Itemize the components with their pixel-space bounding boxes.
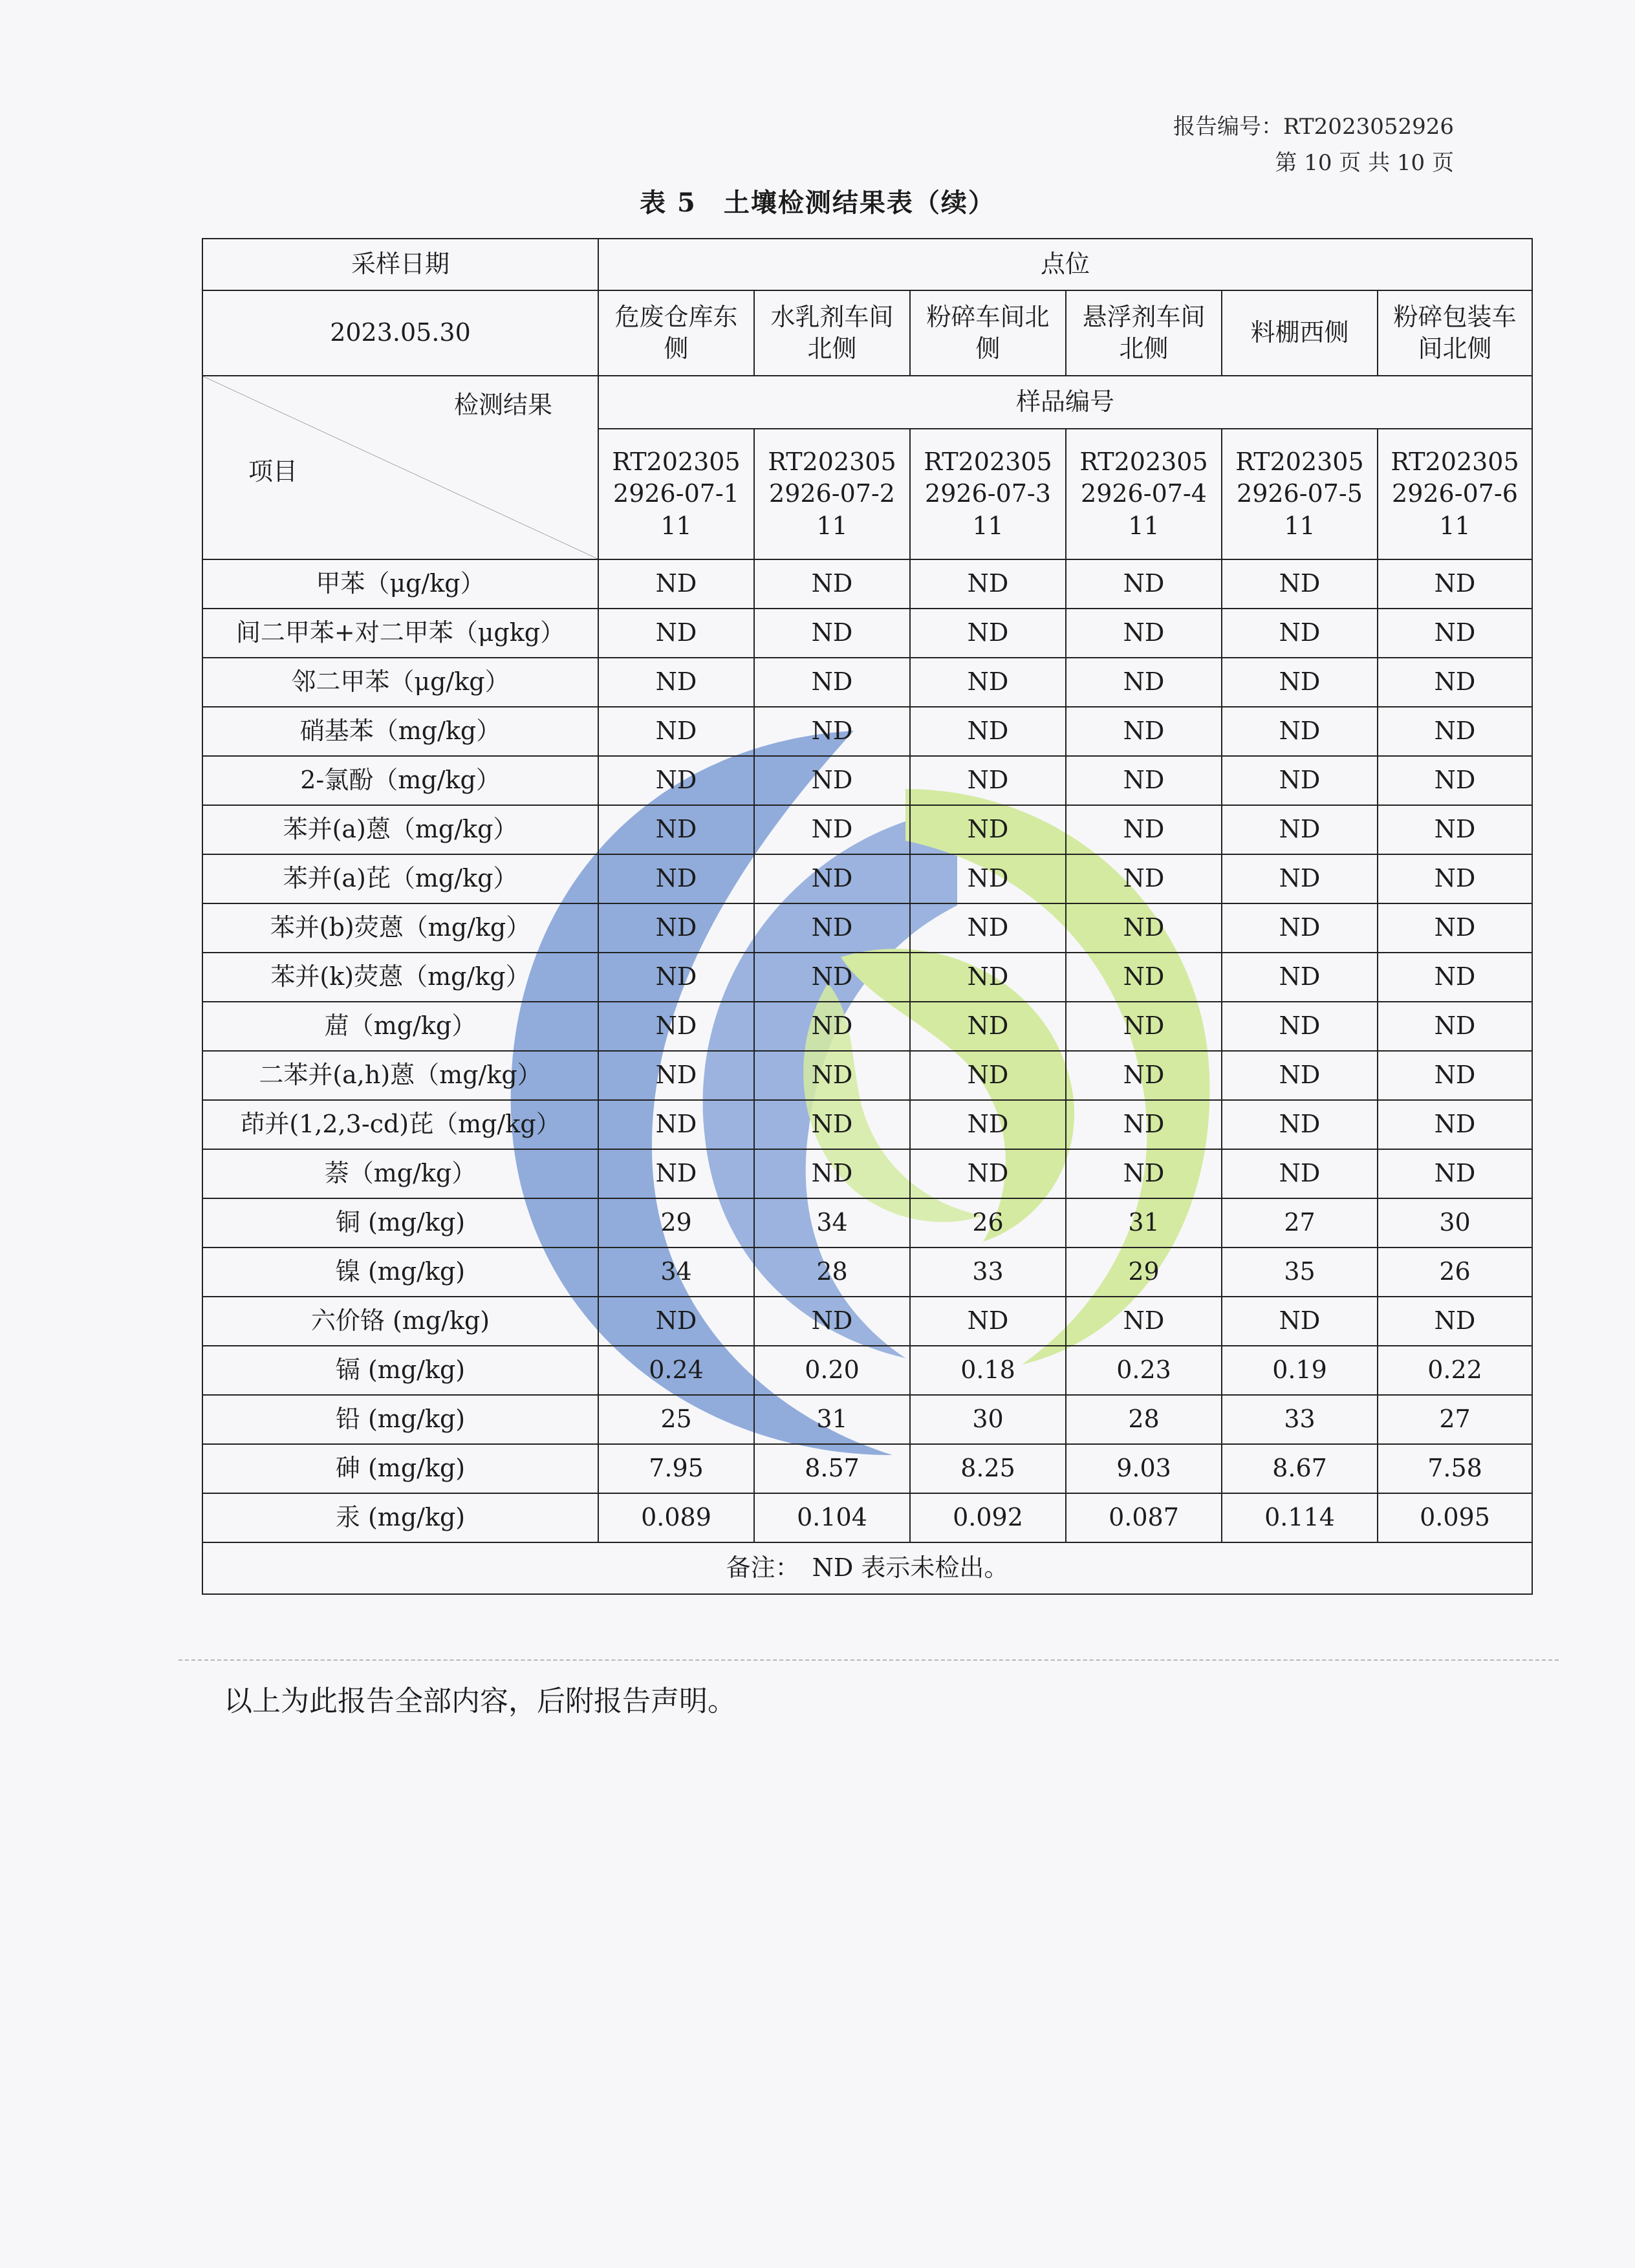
result-value: ND bbox=[598, 953, 754, 1002]
result-value: 8.67 bbox=[1222, 1444, 1378, 1493]
result-value: 0.087 bbox=[1066, 1493, 1222, 1542]
result-value: ND bbox=[1222, 805, 1378, 854]
result-value: 0.23 bbox=[1066, 1346, 1222, 1395]
result-value: ND bbox=[754, 756, 910, 805]
result-value: ND bbox=[1378, 1149, 1532, 1198]
result-value: 26 bbox=[910, 1198, 1066, 1247]
item-name: 铅 (mg/kg) bbox=[202, 1395, 598, 1444]
soil-results-table bbox=[202, 238, 1533, 1595]
result-value: 9.03 bbox=[1066, 1444, 1222, 1493]
result-value: ND bbox=[910, 1002, 1066, 1051]
table-row bbox=[202, 953, 1532, 1002]
result-value: ND bbox=[598, 658, 754, 707]
item-name: 苯并(a)蒽（mg/kg） bbox=[202, 805, 598, 854]
result-value: 8.57 bbox=[754, 1444, 910, 1493]
result-value: ND bbox=[1222, 756, 1378, 805]
table-row bbox=[202, 1051, 1532, 1100]
result-value: ND bbox=[910, 854, 1066, 903]
table-row bbox=[202, 1149, 1532, 1198]
item-name: 䓛（mg/kg） bbox=[202, 1002, 598, 1051]
result-value: 33 bbox=[1222, 1395, 1378, 1444]
result-value: ND bbox=[1066, 1002, 1222, 1051]
table-note: 备注： ND 表示未检出。 bbox=[202, 1542, 1532, 1594]
result-value: 33 bbox=[910, 1247, 1066, 1297]
result-value: ND bbox=[598, 1051, 754, 1100]
result-value: 26 bbox=[1378, 1247, 1532, 1297]
result-value: ND bbox=[1378, 953, 1532, 1002]
result-value: ND bbox=[910, 903, 1066, 953]
sample-id-cell: RT2023052926-07-111 bbox=[598, 429, 754, 559]
page-info: 第 10 页 共 10 页 bbox=[1275, 150, 1454, 176]
result-value: ND bbox=[910, 658, 1066, 707]
table-row bbox=[202, 903, 1532, 953]
table-row bbox=[202, 1395, 1532, 1444]
result-value: ND bbox=[598, 805, 754, 854]
item-name: 苯并(b)荧蒽（mg/kg） bbox=[202, 903, 598, 953]
item-name: 镍 (mg/kg) bbox=[202, 1247, 598, 1297]
result-value: ND bbox=[754, 1002, 910, 1051]
result-value: ND bbox=[754, 1297, 910, 1346]
item-name: 砷 (mg/kg) bbox=[202, 1444, 598, 1493]
result-value: ND bbox=[910, 609, 1066, 658]
result-value: ND bbox=[1378, 559, 1532, 609]
result-value: ND bbox=[1378, 1002, 1532, 1051]
diagonal-header-cell bbox=[202, 376, 598, 559]
location-cell: 悬浮剂车间北侧 bbox=[1066, 290, 1222, 376]
result-value: ND bbox=[598, 1297, 754, 1346]
sample-id-cell: RT2023052926-07-611 bbox=[1378, 429, 1532, 559]
result-value: 28 bbox=[754, 1247, 910, 1297]
result-value: ND bbox=[754, 658, 910, 707]
result-value: ND bbox=[754, 609, 910, 658]
sample-id-cell: RT2023052926-07-511 bbox=[1222, 429, 1378, 559]
result-value: 27 bbox=[1378, 1395, 1532, 1444]
report-number: 报告编号：RT2023052926 bbox=[1173, 114, 1454, 140]
result-value: ND bbox=[598, 707, 754, 756]
result-value: 0.19 bbox=[1222, 1346, 1378, 1395]
result-value: ND bbox=[1066, 756, 1222, 805]
result-value: ND bbox=[754, 854, 910, 903]
result-value: 0.092 bbox=[910, 1493, 1066, 1542]
item-name: 间二甲苯+对二甲苯（μgkg） bbox=[202, 609, 598, 658]
table-row bbox=[202, 559, 1532, 609]
item-name: 汞 (mg/kg) bbox=[202, 1493, 598, 1542]
result-value: ND bbox=[1378, 805, 1532, 854]
result-value: ND bbox=[1378, 1051, 1532, 1100]
result-value: 29 bbox=[1066, 1247, 1222, 1297]
table-row bbox=[202, 1100, 1532, 1149]
result-value: ND bbox=[1378, 1297, 1532, 1346]
result-value: ND bbox=[598, 854, 754, 903]
location-cell: 粉碎车间北侧 bbox=[910, 290, 1066, 376]
item-name: 邻二甲苯（μg/kg） bbox=[202, 658, 598, 707]
sample-id-cell: RT2023052926-07-411 bbox=[1066, 429, 1222, 559]
result-value: ND bbox=[910, 1100, 1066, 1149]
result-value: 7.95 bbox=[598, 1444, 754, 1493]
result-value: 31 bbox=[754, 1395, 910, 1444]
result-value: ND bbox=[754, 707, 910, 756]
location-cell: 料棚西侧 bbox=[1222, 290, 1378, 376]
table-row bbox=[202, 609, 1532, 658]
result-value: ND bbox=[598, 1002, 754, 1051]
table-row bbox=[202, 1346, 1532, 1395]
result-value: ND bbox=[754, 1100, 910, 1149]
result-value: ND bbox=[754, 1051, 910, 1100]
result-value: 0.18 bbox=[910, 1346, 1066, 1395]
table-row bbox=[202, 854, 1532, 903]
result-value: ND bbox=[1222, 658, 1378, 707]
result-value: ND bbox=[1066, 707, 1222, 756]
result-value: ND bbox=[1066, 805, 1222, 854]
item-name: 茚并(1,2,3-cd)芘（mg/kg） bbox=[202, 1100, 598, 1149]
result-value: ND bbox=[1222, 609, 1378, 658]
location-cell: 危废仓库东侧 bbox=[598, 290, 754, 376]
result-value: ND bbox=[910, 1297, 1066, 1346]
result-value: ND bbox=[598, 903, 754, 953]
result-value: ND bbox=[1222, 1297, 1378, 1346]
result-value: ND bbox=[1222, 559, 1378, 609]
divider bbox=[179, 1659, 1559, 1661]
result-value: ND bbox=[754, 1149, 910, 1198]
location-label: 点位 bbox=[598, 239, 1532, 290]
result-value: 0.104 bbox=[754, 1493, 910, 1542]
closing-statement: 以上为此报告全部内容，后附报告声明。 bbox=[224, 1685, 736, 1718]
sample-id-cell: RT2023052926-07-211 bbox=[754, 429, 910, 559]
result-value: 0.20 bbox=[754, 1346, 910, 1395]
report-header bbox=[1173, 109, 1454, 181]
result-value: ND bbox=[910, 756, 1066, 805]
result-value: 30 bbox=[910, 1395, 1066, 1444]
result-value: ND bbox=[1066, 1100, 1222, 1149]
result-value: ND bbox=[1066, 1051, 1222, 1100]
result-value: 34 bbox=[598, 1247, 754, 1297]
table-row bbox=[202, 805, 1532, 854]
result-value: ND bbox=[1066, 1297, 1222, 1346]
result-value: ND bbox=[754, 559, 910, 609]
location-cell: 粉碎包装车间北侧 bbox=[1378, 290, 1532, 376]
table-row bbox=[202, 1297, 1532, 1346]
result-value: ND bbox=[910, 707, 1066, 756]
item-name: 硝基苯（mg/kg） bbox=[202, 707, 598, 756]
sampling-date-label: 采样日期 bbox=[202, 239, 598, 290]
result-value: 34 bbox=[754, 1198, 910, 1247]
result-value: ND bbox=[910, 1149, 1066, 1198]
result-value: 0.24 bbox=[598, 1346, 754, 1395]
result-value: ND bbox=[1066, 559, 1222, 609]
table-title: 表 5 土壤检测结果表（续） bbox=[640, 188, 995, 218]
result-value: ND bbox=[1222, 1002, 1378, 1051]
result-value: ND bbox=[1378, 1100, 1532, 1149]
result-value: ND bbox=[598, 1100, 754, 1149]
result-value: ND bbox=[1222, 1100, 1378, 1149]
result-value: ND bbox=[1378, 854, 1532, 903]
item-name: 铜 (mg/kg) bbox=[202, 1198, 598, 1247]
result-value: ND bbox=[910, 1051, 1066, 1100]
result-value: ND bbox=[910, 805, 1066, 854]
table-row bbox=[202, 1247, 1532, 1297]
result-value: ND bbox=[754, 903, 910, 953]
item-name: 甲苯（μg/kg） bbox=[202, 559, 598, 609]
results-body bbox=[202, 559, 1532, 1542]
table-row bbox=[202, 658, 1532, 707]
table-row bbox=[202, 707, 1532, 756]
result-value: 0.114 bbox=[1222, 1493, 1378, 1542]
result-value: ND bbox=[1378, 707, 1532, 756]
item-name: 镉 (mg/kg) bbox=[202, 1346, 598, 1395]
result-value: ND bbox=[598, 1149, 754, 1198]
result-value: ND bbox=[1222, 707, 1378, 756]
item-name: 苯并(a)芘（mg/kg） bbox=[202, 854, 598, 903]
result-value: ND bbox=[754, 805, 910, 854]
result-value: ND bbox=[910, 953, 1066, 1002]
location-cell: 水乳剂车间北侧 bbox=[754, 290, 910, 376]
table-row bbox=[202, 1198, 1532, 1247]
item-name: 萘（mg/kg） bbox=[202, 1149, 598, 1198]
sample-id-cell: RT2023052926-07-311 bbox=[910, 429, 1066, 559]
result-value: ND bbox=[1066, 609, 1222, 658]
result-value: 30 bbox=[1378, 1198, 1532, 1247]
result-value: ND bbox=[1378, 756, 1532, 805]
item-name: 苯并(k)荧蒽（mg/kg） bbox=[202, 953, 598, 1002]
diag-label-item: 项目 bbox=[248, 457, 298, 486]
result-value: ND bbox=[1066, 854, 1222, 903]
sampling-date: 2023.05.30 bbox=[202, 290, 598, 376]
result-value: ND bbox=[598, 756, 754, 805]
result-value: ND bbox=[1066, 1149, 1222, 1198]
result-value: 28 bbox=[1066, 1395, 1222, 1444]
result-value: 8.25 bbox=[910, 1444, 1066, 1493]
result-value: 0.22 bbox=[1378, 1346, 1532, 1395]
sample-id-label: 样品编号 bbox=[598, 376, 1532, 429]
item-name: 2-氯酚（mg/kg） bbox=[202, 756, 598, 805]
result-value: 0.089 bbox=[598, 1493, 754, 1542]
table-row bbox=[202, 756, 1532, 805]
result-value: ND bbox=[1222, 903, 1378, 953]
result-value: ND bbox=[1222, 953, 1378, 1002]
result-value: ND bbox=[1378, 609, 1532, 658]
item-name: 六价铬 (mg/kg) bbox=[202, 1297, 598, 1346]
table-row bbox=[202, 1002, 1532, 1051]
result-value: ND bbox=[1378, 903, 1532, 953]
result-value: ND bbox=[1066, 658, 1222, 707]
result-value: 29 bbox=[598, 1198, 754, 1247]
diag-label-results: 检测结果 bbox=[453, 391, 552, 419]
table-row bbox=[202, 1444, 1532, 1493]
result-value: ND bbox=[1222, 854, 1378, 903]
result-value: 35 bbox=[1222, 1247, 1378, 1297]
result-value: ND bbox=[754, 953, 910, 1002]
result-value: ND bbox=[598, 559, 754, 609]
table-row bbox=[202, 1493, 1532, 1542]
result-value: ND bbox=[1222, 1149, 1378, 1198]
result-value: 0.095 bbox=[1378, 1493, 1532, 1542]
result-value: 31 bbox=[1066, 1198, 1222, 1247]
result-value: ND bbox=[1066, 953, 1222, 1002]
result-value: ND bbox=[598, 609, 754, 658]
result-value: 7.58 bbox=[1378, 1444, 1532, 1493]
result-value: ND bbox=[910, 559, 1066, 609]
result-value: 27 bbox=[1222, 1198, 1378, 1247]
result-value: ND bbox=[1066, 903, 1222, 953]
result-value: ND bbox=[1378, 658, 1532, 707]
result-value: 25 bbox=[598, 1395, 754, 1444]
item-name: 二苯并(a,h)蒽（mg/kg） bbox=[202, 1051, 598, 1100]
result-value: ND bbox=[1222, 1051, 1378, 1100]
